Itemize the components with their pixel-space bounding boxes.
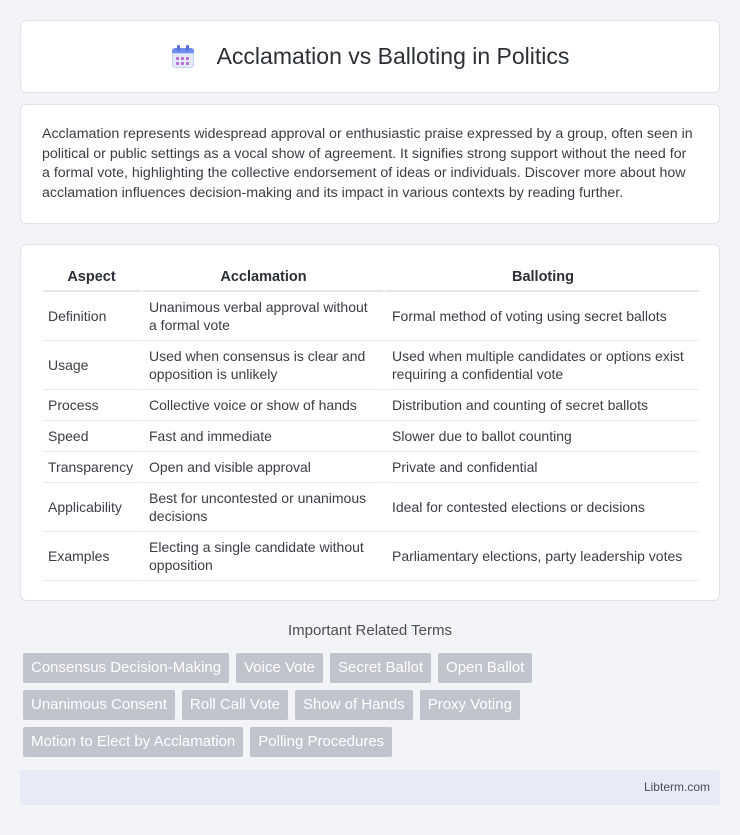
tag-unanimous-consent[interactable]: Unanimous Consent	[23, 690, 175, 720]
header-card	[20, 20, 720, 93]
table-row	[43, 421, 699, 452]
row-acclamation: Unanimous verbal approval without a formal vote	[140, 292, 383, 341]
row-acclamation: Open and visible approval	[140, 452, 383, 483]
table-row	[43, 292, 699, 341]
tag-secret-ballot[interactable]: Secret Ballot	[330, 653, 431, 683]
related-terms-title: Important Related Terms	[288, 622, 452, 639]
row-aspect: Process	[43, 390, 140, 421]
tag-voice-vote[interactable]: Voice Vote	[236, 653, 323, 683]
row-aspect: Examples	[43, 532, 140, 581]
tag-polling-procedures[interactable]: Polling Procedures	[250, 727, 392, 757]
row-acclamation: Best for uncontested or unanimous decisions	[140, 483, 383, 532]
tag-motion-to-elect-by-acclamation[interactable]: Motion to Elect by Acclamation	[23, 727, 243, 757]
row-aspect: Speed	[43, 421, 140, 452]
row-balloting: Slower due to ballot counting	[383, 421, 699, 452]
header-acclamation: Acclamation	[140, 265, 383, 292]
row-balloting: Distribution and counting of secret ballots	[383, 390, 699, 421]
page-title: Acclamation vs Balloting in Politics	[216, 43, 570, 69]
calendar-icon	[171, 45, 195, 69]
comparison-card	[20, 244, 720, 601]
tag-row	[23, 690, 723, 720]
row-acclamation: Collective voice or show of hands	[140, 390, 383, 421]
comparison-table	[43, 265, 699, 581]
tag-open-ballot[interactable]: Open Ballot	[438, 653, 532, 683]
tag-proxy-voting[interactable]: Proxy Voting	[420, 690, 520, 720]
row-acclamation: Electing a single candidate without opposition	[140, 532, 383, 581]
row-acclamation: Used when consensus is clear and opposition is unlikely	[140, 341, 383, 390]
row-balloting: Private and confidential	[383, 452, 699, 483]
table-header-row	[43, 265, 699, 292]
table-row	[43, 390, 699, 421]
footer	[20, 770, 720, 805]
row-aspect: Applicability	[43, 483, 140, 532]
row-balloting: Ideal for contested elections or decisions	[383, 483, 699, 532]
row-aspect: Usage	[43, 341, 140, 390]
tag-roll-call-vote[interactable]: Roll Call Vote	[182, 690, 288, 720]
header-aspect: Aspect	[43, 265, 140, 292]
footer-site-link[interactable]: Libterm.com	[643, 780, 710, 794]
tag-row	[23, 727, 723, 757]
intro-card	[20, 104, 720, 224]
row-aspect: Definition	[43, 292, 140, 341]
row-balloting: Used when multiple candidates or options exist requiring a confidential vote	[383, 341, 699, 390]
row-acclamation: Fast and immediate	[140, 421, 383, 452]
table-row	[43, 452, 699, 483]
row-aspect: Transparency	[43, 452, 140, 483]
table-row	[43, 532, 699, 581]
table-row	[43, 341, 699, 390]
row-balloting: Parliamentary elections, party leadership votes	[383, 532, 699, 581]
header-balloting: Balloting	[383, 265, 699, 292]
intro-text: Acclamation represents widespread approval or enthusiastic praise expressed by a group, often seen in political or public settings as a vocal show of agreement. It signifies strong support without the need for a formal vote, highlighting the collective endorsement of ideas or individuals. Discover more about how acclamation influences decision-making and its impact in various contexts by reading further.	[42, 126, 693, 201]
table-row	[43, 483, 699, 532]
tag-row	[23, 653, 723, 683]
tag-show-of-hands[interactable]: Show of Hands	[295, 690, 413, 720]
tag-consensus-decision-making[interactable]: Consensus Decision-Making	[23, 653, 229, 683]
row-balloting: Formal method of voting using secret ballots	[383, 292, 699, 341]
related-terms-tags	[23, 653, 723, 764]
